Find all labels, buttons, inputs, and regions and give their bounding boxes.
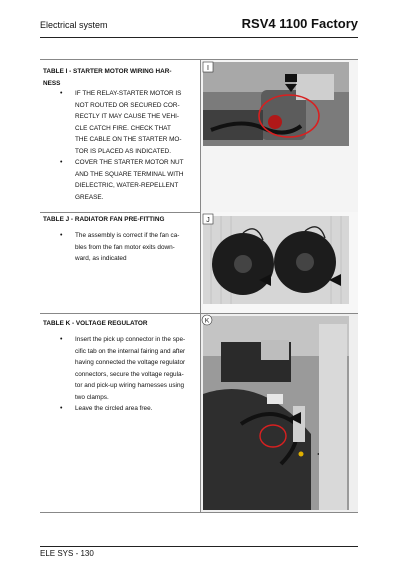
item-line: CLE CATCH FIRE. CHECK THAT — [75, 124, 171, 132]
item-line: COVER THE STARTER MOTOR NUT — [75, 159, 184, 166]
item-line: AND THE SQUARE TERMINAL WITH — [75, 170, 184, 178]
bullet-icon: • — [60, 405, 63, 412]
item-line: cific tab on the internal fairing and after — [75, 347, 186, 355]
bullet-icon: • — [60, 336, 63, 343]
table-j-items — [43, 230, 198, 265]
footer-rule — [40, 546, 358, 547]
item-line: having connected the voltage regulator — [75, 359, 186, 366]
table-k-photo — [201, 314, 358, 512]
item-line: ward, as indicated — [75, 255, 127, 262]
list-item — [43, 403, 198, 415]
table-j-image-label: J — [206, 217, 210, 224]
footer-page-number: ELE SYS - 130 — [40, 549, 94, 558]
header-left: Electrical system — [40, 20, 108, 30]
table-i-image-label: I — [207, 65, 209, 72]
table-j-title-line1: TABLE J - RADIATOR FAN PRE-FITTING — [43, 216, 165, 223]
table-i-title-line1: TABLE I - STARTER MOTOR WIRING HAR- — [43, 68, 172, 75]
item-line: THE CABLE ON THE STARTER MO- — [75, 136, 182, 143]
item-line: The assembly is correct if the fan ca- — [75, 232, 180, 239]
item-line: TOR IS PLACED AS INDICATED. — [75, 147, 171, 155]
item-line: bles from the fan motor exits down- — [75, 243, 175, 251]
table-k-image-label: K — [204, 317, 210, 325]
table-i-photo — [201, 60, 358, 212]
table-k-title-line1: TABLE K - VOLTAGE REGULATOR — [43, 320, 148, 327]
table-k-items — [43, 334, 198, 415]
list-item — [43, 230, 198, 265]
table-i-items — [43, 88, 198, 203]
table-i — [40, 59, 358, 213]
list-item — [43, 334, 198, 403]
item-line: connectors, secure the voltage regula- — [75, 370, 184, 378]
item-line: two clamps. — [75, 393, 109, 401]
header-rule — [40, 37, 358, 38]
item-line: Leave the circled area free. — [75, 405, 153, 412]
bullet-icon: • — [60, 90, 63, 97]
table-j-photo — [201, 212, 358, 313]
table-k-text — [40, 314, 201, 512]
table-j-text — [40, 212, 201, 313]
bullet-icon: • — [60, 159, 63, 166]
item-line: DIELECTRIC, WATER-REPELLENT — [75, 182, 179, 189]
item-line: IF THE RELAY-STARTER MOTOR IS — [75, 90, 182, 97]
item-line: RECTLY IT MAY CAUSE THE VEHI- — [75, 113, 180, 120]
item-line: tor and pick-up wiring harnesses using — [75, 382, 185, 389]
table-k — [40, 314, 358, 513]
table-i-title — [43, 66, 198, 90]
starter-motor-photo — [201, 60, 358, 212]
list-item — [43, 88, 198, 157]
item-line: NOT ROUTED OR SECURED COR- — [75, 101, 180, 109]
item-line: GREASE. — [75, 193, 104, 201]
voltage-regulator-photo — [201, 314, 358, 512]
table-k-title — [43, 318, 198, 330]
bullet-icon: • — [60, 232, 63, 239]
table-i-text — [40, 60, 201, 212]
item-line: Insert the pick up connector in the spe- — [75, 336, 186, 343]
header-title: RSV4 1100 Factory — [241, 16, 358, 31]
table-j-title — [43, 214, 198, 226]
table-j — [40, 212, 358, 314]
table-i-title-line2: NESS — [43, 80, 61, 87]
list-item — [43, 157, 198, 203]
radiator-fan-photo — [201, 212, 358, 313]
